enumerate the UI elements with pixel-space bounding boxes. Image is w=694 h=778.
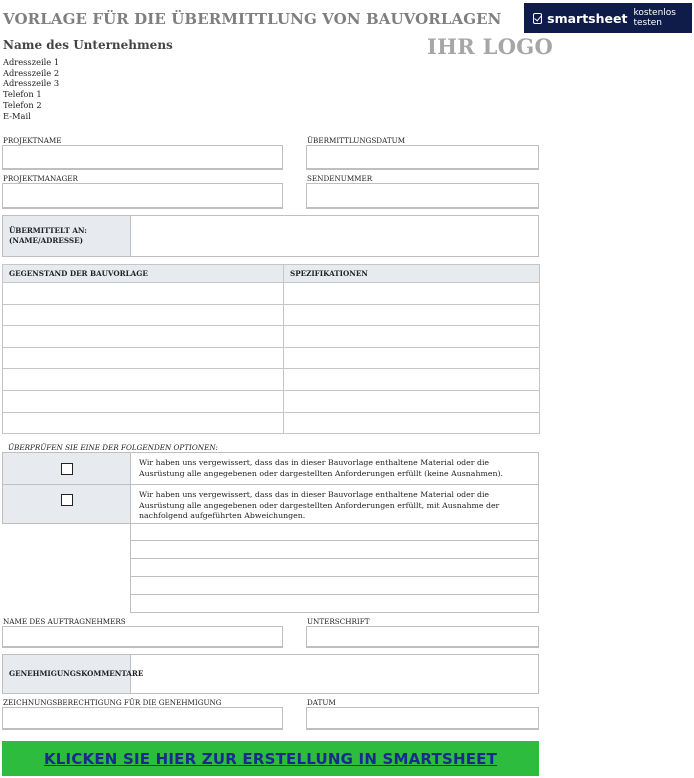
deviation-row[interactable] (130, 541, 539, 559)
email-line: E-Mail (3, 110, 31, 121)
smartsheet-check-icon (533, 13, 542, 24)
approval-comments-label-cell (3, 655, 144, 693)
option-1-checkbox-cell (3, 453, 131, 484)
item-cell[interactable] (3, 390, 284, 412)
spec-cell[interactable] (284, 347, 540, 369)
table-row (3, 390, 540, 412)
phone-line: Telefon 1 (3, 89, 42, 100)
approval-comments-row (2, 654, 539, 694)
column-header-item: GEGENSTAND DER BAUVORLAGE (3, 265, 284, 283)
submission-date-field[interactable] (306, 145, 539, 170)
spec-cell[interactable] (284, 283, 540, 305)
spec-cell[interactable] (284, 369, 540, 391)
option-2-text: Wir haben uns vergewissert, dass das in dieser Bauvorlage enthaltene Material oder die Ausrüstung alle angegebenen oder dargestellten Anforderungen erfüllt, mit Ausnahme der nachfolgend aufgeführten Abweichungen. (139, 490, 500, 521)
send-number-label: SENDENUMMER (307, 174, 373, 183)
option-2-checkbox[interactable] (61, 494, 73, 506)
company-name: Name des Unternehmens (3, 38, 173, 52)
project-manager-label: PROJEKTMANAGER (3, 174, 78, 183)
submitted-to-sublabel: (NAME/ADRESSE) (9, 235, 83, 245)
phone-line: Telefon 2 (3, 99, 42, 110)
approval-comments-field[interactable] (131, 655, 538, 693)
approval-comments-label: GENEHMIGUNGSKOMMENTARE (9, 669, 144, 679)
submitted-to-row (2, 215, 539, 257)
table-row (3, 369, 540, 391)
option-1-checkbox[interactable] (61, 463, 73, 475)
smartsheet-trial-banner[interactable] (524, 3, 692, 33)
contractor-name-label: NAME DES AUFTRAGNEHMERS (3, 617, 126, 626)
signature-field[interactable] (306, 626, 539, 648)
approval-authority-field[interactable] (2, 707, 283, 730)
signature-label: UNTERSCHRIFT (307, 617, 370, 626)
create-in-smartsheet-button[interactable] (2, 741, 539, 776)
deviation-row[interactable] (130, 577, 539, 595)
submitted-to-field[interactable] (131, 216, 538, 256)
options-label: ÜBERPRÜFEN SIE EINE DER FOLGENDEN OPTIONEN: (8, 443, 218, 452)
spec-cell[interactable] (284, 326, 540, 348)
submitted-to-label-cell (3, 216, 131, 256)
item-cell[interactable] (3, 326, 284, 348)
address-block (3, 57, 59, 121)
submittal-items-table (2, 264, 540, 434)
table-row (3, 412, 540, 434)
address-line: Adresszeile 1 (3, 57, 60, 67)
submitted-to-label: ÜBERMITTELT AN: (9, 226, 87, 235)
date-label: DATUM (307, 698, 336, 707)
spec-cell[interactable] (284, 304, 540, 326)
item-cell[interactable] (3, 283, 284, 305)
item-cell[interactable] (3, 304, 284, 326)
option-2-checkbox-cell (3, 485, 131, 523)
option-1-text: Wir haben uns vergewissert, dass das in dieser Bauvorlage enthaltene Material oder die Ausrüstung alle angegebenen oder dargestellten Anforderungen erfüllt (keine Ausnahmen). (139, 458, 504, 478)
smartsheet-brand: smartsheet (547, 10, 628, 26)
option-row-1 (2, 452, 539, 485)
item-cell[interactable] (3, 369, 284, 391)
deviation-list (130, 523, 539, 613)
table-row (3, 326, 540, 348)
address-line: Adresszeile 2 (3, 67, 60, 78)
date-field[interactable] (306, 707, 539, 730)
spec-cell[interactable] (284, 390, 540, 412)
spec-cell[interactable] (284, 412, 540, 434)
table-row (3, 347, 540, 369)
trial-link[interactable]: kostenlos testen (633, 8, 676, 28)
project-name-field[interactable] (2, 145, 283, 170)
table-row (3, 304, 540, 326)
deviation-row[interactable] (130, 595, 539, 613)
submission-date-label: ÜBERMITTLUNGSDATUM (307, 136, 406, 145)
send-number-field[interactable] (306, 183, 539, 209)
deviation-row[interactable] (130, 559, 539, 577)
contractor-name-field[interactable] (2, 626, 283, 648)
table-row (3, 283, 540, 305)
logo-placeholder: IHR LOGO (427, 34, 554, 59)
project-manager-field[interactable] (2, 183, 283, 209)
approval-authority-label: ZEICHNUNGSBERECHTIGUNG FÜR DIE GENEHMIGUNG (3, 698, 222, 707)
page-title: VORLAGE FÜR DIE ÜBERMITTLUNG VON BAUVORLAGEN (3, 10, 502, 28)
column-header-specifications: SPEZIFIKATIONEN (284, 265, 540, 283)
address-line: Adresszeile 3 (3, 78, 60, 89)
item-cell[interactable] (3, 347, 284, 369)
project-name-label: PROJEKTNAME (3, 136, 62, 145)
deviation-row[interactable] (130, 523, 539, 541)
create-in-smartsheet-label: KLICKEN SIE HIER ZUR ERSTELLUNG IN SMARTSHEET (43, 749, 498, 768)
item-cell[interactable] (3, 412, 284, 434)
option-row-2 (2, 484, 539, 524)
